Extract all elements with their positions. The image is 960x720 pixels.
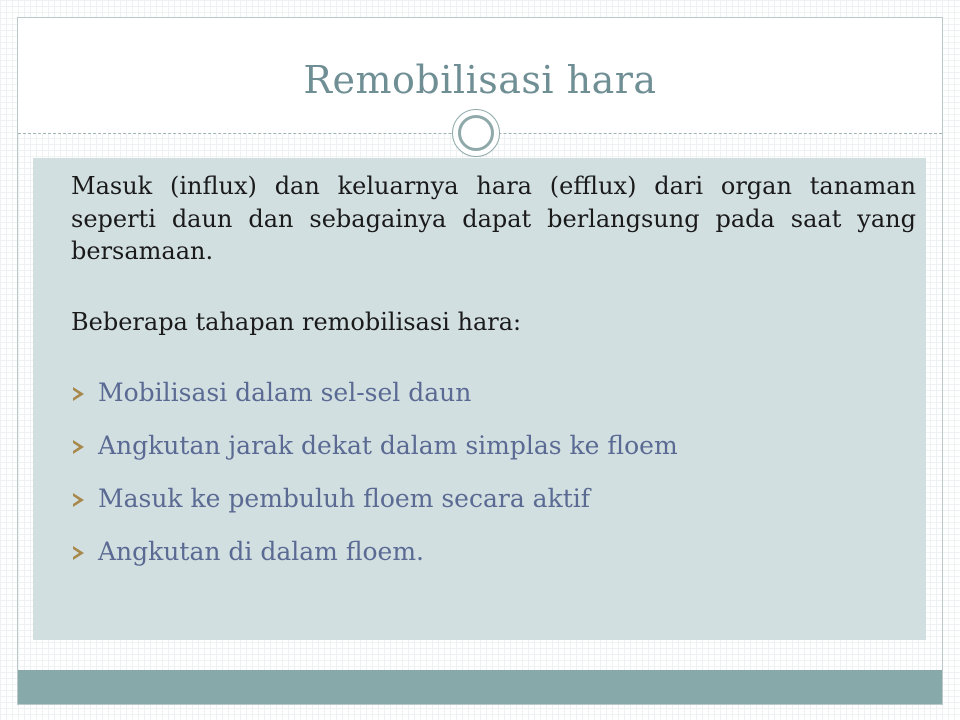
footer-bar <box>18 670 942 704</box>
list-item <box>73 366 678 419</box>
arrowhead-bullet-icon <box>73 493 87 507</box>
body-paragraph: Masuk (influx) dan keluarnya hara (efflux) dari organ tanaman seperti daun dan sebagainya dapat berlangsung pada saat yang bersamaan. <box>71 172 916 266</box>
content-panel <box>33 158 926 640</box>
list-item <box>73 472 678 525</box>
list-item-text: Mobilisasi dalam sel-sel daun <box>98 378 472 407</box>
arrowhead-bullet-icon <box>73 440 87 454</box>
arrowhead-bullet-icon <box>73 546 87 560</box>
arrowhead-bullet-icon <box>73 387 87 401</box>
list-item-text: Angkutan di dalam floem. <box>98 537 424 566</box>
list-item <box>73 419 678 472</box>
slide-title: Remobilisasi hara <box>303 58 657 102</box>
list-heading: Beberapa tahapan remobilisasi hara: <box>71 308 522 336</box>
stage-list <box>73 366 678 578</box>
ring-ornament-icon <box>452 109 500 157</box>
list-item-text: Angkutan jarak dekat dalam simplas ke floem <box>98 431 678 460</box>
list-item <box>73 525 678 578</box>
list-item-text: Masuk ke pembuluh floem secara aktif <box>98 484 591 513</box>
